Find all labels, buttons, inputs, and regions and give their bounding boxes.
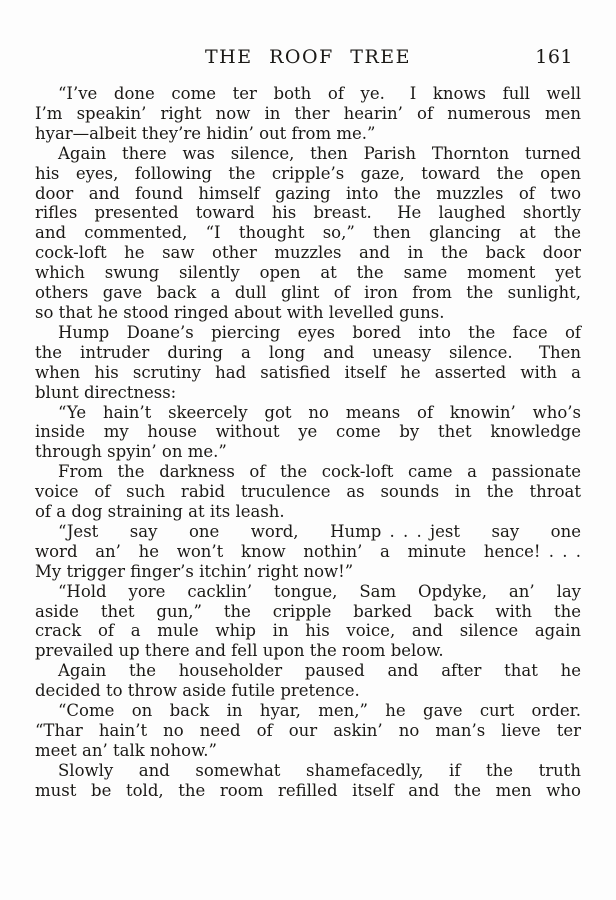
text-line: when his scrutiny had satisfied itself he asserted with a bbox=[35, 362, 581, 382]
text-line: voice of such rabid truculence as sounds in the throat bbox=[35, 482, 581, 502]
text-line: door and found himself gazing into the muzzles of two bbox=[35, 183, 581, 203]
text-line: prevailed up there and fell upon the room below. bbox=[35, 641, 444, 661]
page-number: 161 bbox=[535, 46, 573, 68]
text-line: so that he stood ringed about with levelled guns. bbox=[35, 302, 445, 322]
text-line: “Jest say one word, Hump . . . jest say one bbox=[58, 521, 581, 541]
text-line: “Come on back in hyar, men,” he gave curt order. bbox=[58, 701, 581, 721]
text-line: of a dog straining at its leash. bbox=[35, 502, 285, 522]
text-line: “Thar hain’t no need of our askin’ no man’s lieve ter bbox=[35, 721, 581, 740]
text-line: Hump Doane’s piercing eyes bored into the face of bbox=[58, 322, 581, 342]
text-line: “Hold yore cacklin’ tongue, Sam Opdyke, an’ lay bbox=[58, 581, 581, 601]
text-line: crack of a mule whip in his voice, and silence again bbox=[35, 621, 581, 641]
text-line: inside my house without ye come by thet knowledge bbox=[35, 422, 581, 442]
text-line: From the darkness of the cock-loft came a passionate bbox=[58, 462, 581, 482]
text-line: I’m speakin’ right now in ther hearin’ of numerous men bbox=[35, 103, 581, 123]
text-line: Again there was silence, then Parish Thornton turned bbox=[58, 143, 581, 163]
text-line: others gave back a dull glint of iron from the sunlight, bbox=[35, 283, 581, 303]
text-line: hyar—albeit they’re hidin’ out from me.” bbox=[35, 123, 376, 143]
text-line: and commented, “I thought so,” then glancing at the bbox=[35, 223, 581, 243]
text-line: rifles presented toward his breast. He laughed shortly bbox=[35, 203, 581, 223]
page-body bbox=[35, 84, 581, 801]
text-line: must be told, the room refilled itself and the men who bbox=[35, 780, 581, 800]
text-line: Slowly and somewhat shamefacedly, if the truth bbox=[58, 760, 581, 780]
text-line: “I’ve done come ter both of ye. I knows full well bbox=[58, 84, 581, 103]
text-line: blunt directness: bbox=[35, 382, 177, 402]
text-line: decided to throw aside futile pretence. bbox=[35, 681, 360, 701]
text-line: meet an’ talk nohow.” bbox=[35, 740, 217, 760]
text-line: which swung silently open at the same moment yet bbox=[35, 263, 581, 283]
text-line: aside thet gun,” the cripple barked back with the bbox=[35, 601, 581, 621]
text-line: Again the householder paused and after that he bbox=[58, 661, 581, 681]
text-line: “Ye hain’t skeercely got no means of knowin’ who’s bbox=[58, 402, 581, 422]
running-title: THE ROOF TREE bbox=[204, 46, 412, 68]
text-line: the intruder during a long and uneasy silence. Then bbox=[35, 342, 581, 362]
text-line: My trigger finger’s itchin’ right now!” bbox=[35, 561, 354, 581]
text-line: word an’ he won’t know nothin’ a minute hence! . . . bbox=[35, 541, 581, 561]
text-line: his eyes, following the cripple’s gaze, toward the open bbox=[35, 163, 581, 183]
text-line: through spyin’ on me.” bbox=[35, 442, 227, 462]
text-line: cock-loft he saw other muzzles and in the back door bbox=[35, 243, 581, 263]
